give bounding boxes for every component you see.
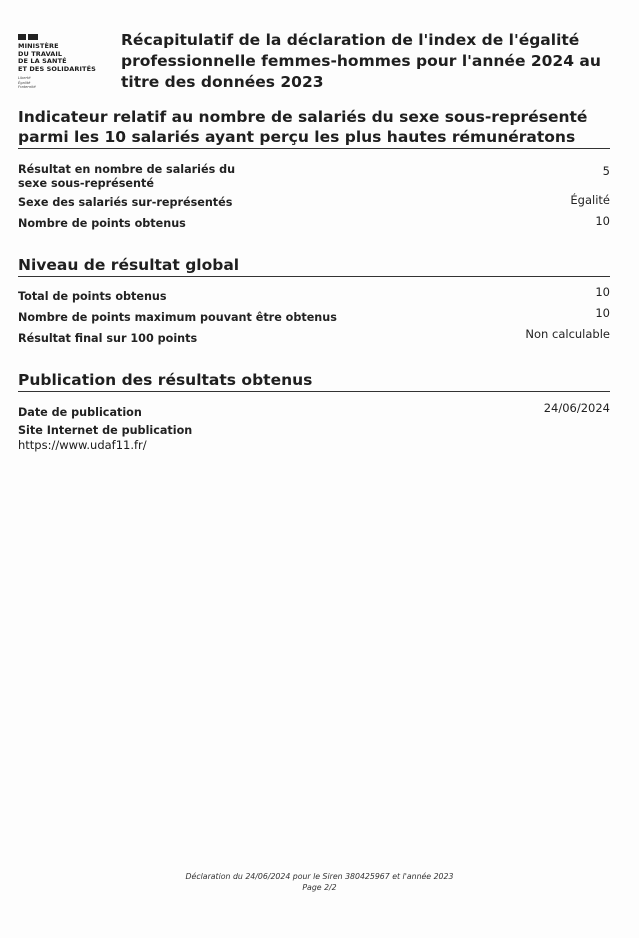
final-result-label: Résultat final sur 100 points [18,332,198,345]
page-footer [0,871,639,893]
indicator-section-title: Indicateur relatif au nombre de salariés du sexe sous-représenté parmi les 10 salariés ayant perçu les plus hautes rémunératons [18,107,610,149]
indicator-points-row [18,214,610,231]
publication-site-url: https://www.udaf11.fr/ [18,438,147,452]
indicator-section [18,107,610,231]
footer-declaration: Déclaration du 24/06/2024 pour le Siren 380425967 et l'année 2023 [185,872,454,881]
total-points-value: 10 [595,285,610,299]
publication-date-value: 24/06/2024 [543,401,610,415]
motto-egalite: Égalité [18,80,31,85]
global-section-title: Niveau de résultat global [18,255,610,277]
publication-section [18,370,610,452]
footer-page-number: Page 2/2 [302,883,337,892]
publication-section-title: Publication des résultats obtenus [18,370,610,392]
logo-line-4: ET DES SOLIDARITÉS [18,64,96,73]
publication-date-row [18,401,610,420]
total-points-label: Total de points obtenus [18,290,167,303]
final-result-value: Non calculable [525,327,610,341]
result-count-row [18,163,268,191]
overrepresented-sex-value: Égalité [570,193,610,207]
logo-line-2: DU TRAVAIL [18,49,63,58]
publication-site-label: Site Internet de publication [18,424,193,437]
max-points-value: 10 [595,306,610,320]
max-points-label: Nombre de points maximum pouvant être obtenus [18,311,337,324]
logo-line-3: DE LA SANTÉ [18,57,67,65]
overrepresented-sex-row [18,193,610,210]
logo-line-1: MINISTÈRE [18,42,59,50]
motto-liberte: Liberté [18,76,31,80]
publication-date-label: Date de publication [18,406,142,419]
global-section [18,255,610,346]
result-count-label: Résultat en nombre de salariés du sexe sous-représenté [18,163,236,190]
indicator-points-value: 10 [595,214,610,228]
indicator-points-label: Nombre de points obtenus [18,217,186,230]
total-points-row [18,285,610,304]
marianne-flag-icon [18,34,113,40]
overrepresented-sex-label: Sexe des salariés sur-représentés [18,196,233,209]
document-title: Récapitulatif de la déclaration de l'index de l'égalité professionnelle femmes-hommes pour l'année 2024 au titre des données 2023 [121,31,601,91]
motto-fraternite: Fraternité [18,85,36,90]
max-points-row [18,306,610,325]
ministry-logo [18,34,113,90]
logo-motto [18,76,113,90]
final-result-row [18,327,610,346]
result-count-value: 5 [602,164,610,178]
